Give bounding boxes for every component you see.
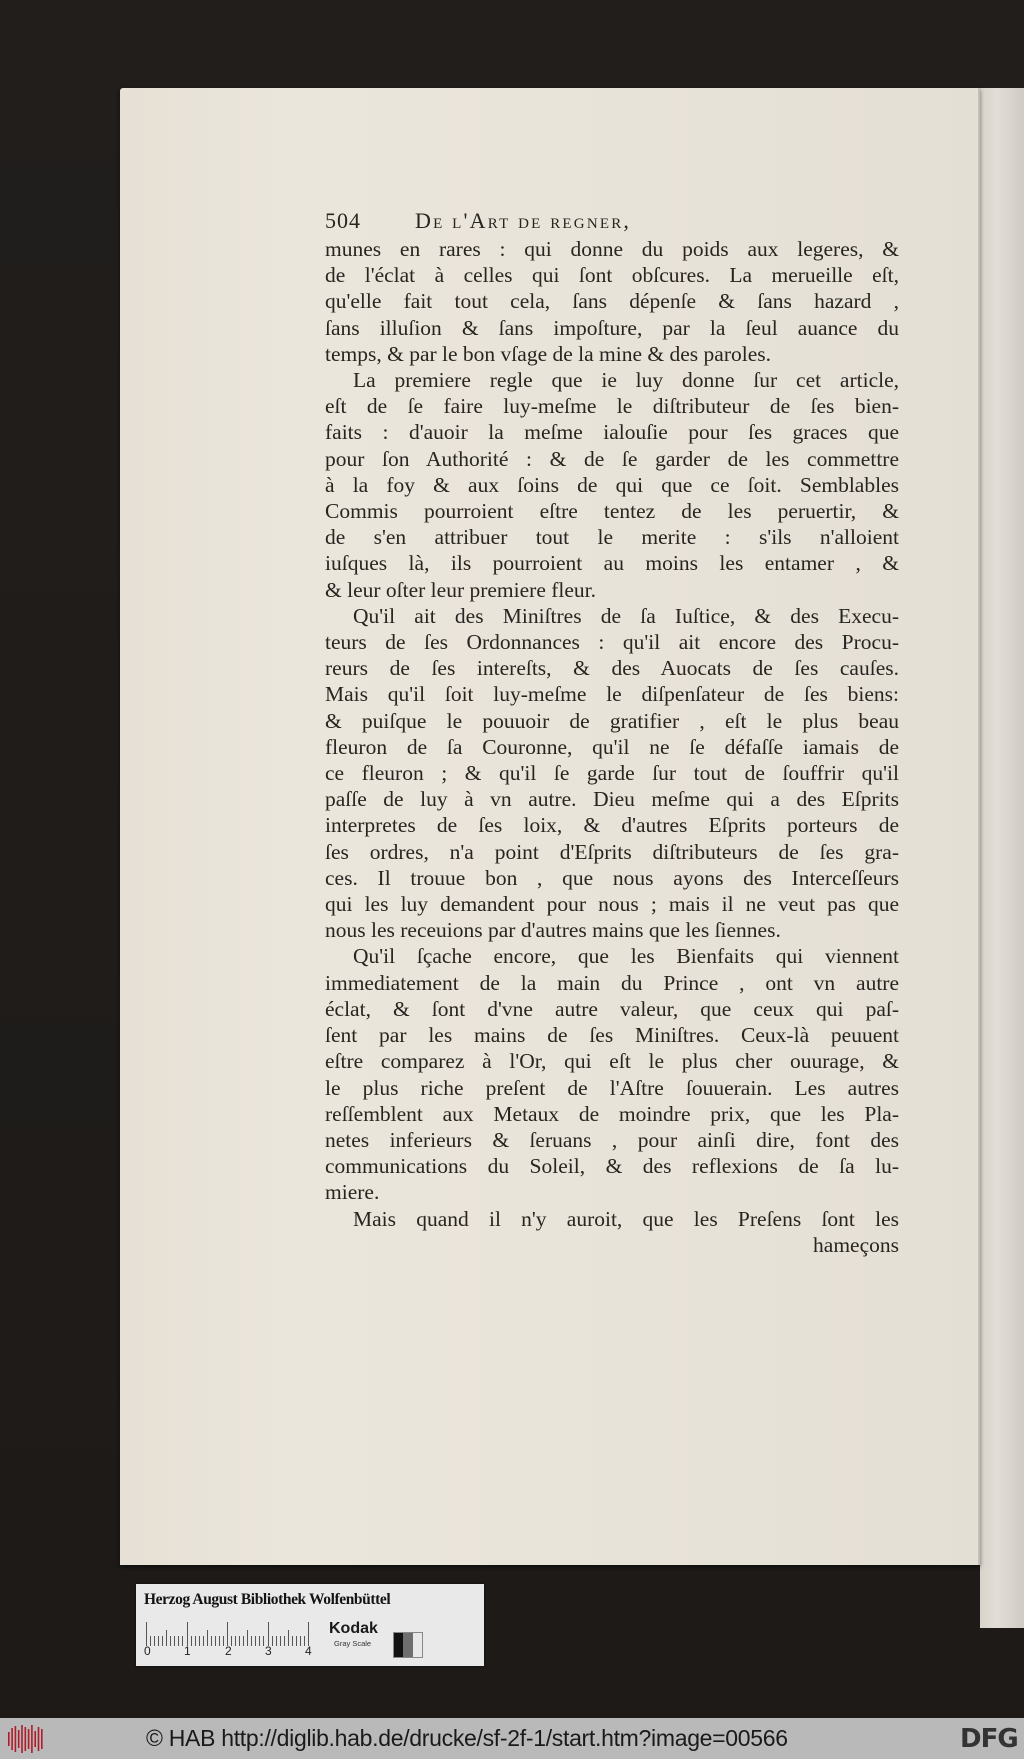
ruler-tick <box>296 1636 297 1646</box>
catchword: hameçons <box>813 1232 899 1257</box>
text-line: paſſe de luy à vn autre. Dieu meſme qui a des Eſprits <box>325 787 899 812</box>
ruler-tick <box>211 1636 212 1646</box>
kodak-subtitle: Gray Scale <box>334 1639 372 1648</box>
text-line: teurs de ſes Ordonnances : qu'il ait encore des Procu- <box>325 630 899 655</box>
ruler-number: 1 <box>184 1644 191 1658</box>
text-line: eſt de ſe faire luy-meſme le diſtributeur de ſes bien- <box>325 394 899 419</box>
ruler-tick <box>178 1636 179 1646</box>
ruler-tick <box>215 1636 216 1646</box>
text-line: qui les luy demandent pour nous ; mais il ne veut pas que <box>325 892 899 917</box>
ruler-tick <box>174 1636 175 1646</box>
running-head <box>325 208 899 236</box>
ruler-tick <box>284 1636 285 1646</box>
ruler-number: 3 <box>265 1644 272 1658</box>
text-line: qu'elle fait tout cela, ſans dépenſe & ſans hazard , <box>325 289 899 314</box>
text-line: Qu'il ait des Miniſtres de ſa Iuſtice, & des Execu- <box>353 603 899 628</box>
ruler-tick <box>276 1636 277 1646</box>
facing-page-edge <box>980 88 1024 1628</box>
text-line: communications du Soleil, & des reflexions de ſa lu- <box>325 1154 899 1179</box>
ruler-tick <box>300 1636 301 1646</box>
ruler-tick <box>199 1636 200 1646</box>
text-line: eſtre comparez à l'Or, qui eſt le plus cher ouurage, & <box>325 1049 899 1074</box>
gray-patch <box>394 1633 403 1657</box>
dfg-logo: DFG <box>960 1724 1018 1754</box>
body-text <box>325 236 899 1232</box>
ruler-tick <box>166 1630 167 1646</box>
text-line: Qu'il ſçache encore, que les Bienfaits qui viennent <box>353 944 899 969</box>
text-line: à la foy & aux ſoins de qui que ce ſoit. Semblables <box>325 472 899 497</box>
text-line: ce fleuron ; & qu'il ſe garde ſur tout de ſouffrir qu'il <box>325 761 899 786</box>
page-text-block <box>325 208 899 1258</box>
text-line: nous les receuions par d'autres mains que les ſiennes. <box>325 918 781 943</box>
ruler-tick <box>219 1636 220 1646</box>
ruler-tick <box>235 1636 236 1646</box>
page-number: 504 <box>325 208 361 233</box>
text-line: ſes ordres, n'a point d'Eſprits diſtributeurs de ſes gra- <box>325 839 899 864</box>
text-line: faits : d'auoir la meſme ialouſie pour ſes graces que <box>325 420 899 445</box>
text-line: ſent par les mains de ſes Miniſtres. Ceux-là peuuent <box>325 1023 899 1048</box>
text-line: Commis pourroient eſtre tentez de les peruertir, & <box>325 499 899 524</box>
text-line: immediatement de la main du Prince , ont vn autre <box>325 970 899 995</box>
ruler-tick <box>162 1636 163 1646</box>
ruler-tick <box>251 1636 252 1646</box>
text-line: temps, & par le bon vſage de la mine & des paroles. <box>325 341 771 366</box>
text-line: ces. Il trouue bon , que nous ayons des Interceſſeurs <box>325 865 899 890</box>
ruler-tick <box>187 1622 188 1646</box>
gutter-line <box>978 88 980 1565</box>
text-line: interpretes de ſes loix, & d'autres Eſprits porteurs de <box>325 813 899 838</box>
ruler-tick <box>146 1622 147 1646</box>
text-line: de s'en attribuer tout le merite : s'ils n'alloient <box>325 525 899 550</box>
ruler-tick <box>207 1630 208 1646</box>
text-line: netes inferieurs & ſeruans , pour ainſi dire, font des <box>325 1127 899 1152</box>
ruler-tick <box>170 1636 171 1646</box>
ruler-tick <box>268 1622 269 1646</box>
text-line: iuſques là, ils pourroient au moins les entamer , & <box>325 551 899 576</box>
text-line: pour ſon Authorité : & de ſe garder de les commettre <box>325 446 899 471</box>
ruler-tick <box>308 1622 309 1646</box>
gray-patch <box>403 1633 412 1657</box>
ruler-tick <box>154 1636 155 1646</box>
ruler-tick <box>239 1636 240 1646</box>
kodak-brand: Kodak <box>329 1620 378 1637</box>
ruler-tick <box>158 1636 159 1646</box>
ruler-number: 4 <box>305 1644 312 1658</box>
ruler-number: 0 <box>144 1644 151 1658</box>
ruler-tick <box>243 1636 244 1646</box>
institution-name: Herzog August Bibliothek Wolfenbüttel <box>144 1591 391 1608</box>
text-line: miere. <box>325 1180 380 1205</box>
text-line: éclat, & ſont d'vne autre valeur, que ceux qui paſ- <box>325 996 899 1021</box>
ruler-tick <box>227 1622 228 1646</box>
text-line: ſans illuſion & ſans impoſture, par la ſeul auance du <box>325 315 899 340</box>
text-line: reſſemblent aux Metaux de moindre prix, que les Pla- <box>325 1101 899 1126</box>
text-line: Mais quand il n'y auroit, que les Preſens ſont les <box>353 1206 899 1231</box>
ruler-number: 2 <box>225 1644 232 1658</box>
ruler-tick <box>292 1636 293 1646</box>
text-line: le plus riche preſent de l'Aſtre ſouuerain. Les autres <box>325 1075 899 1100</box>
ruler-tick <box>280 1636 281 1646</box>
footer-bar <box>0 1718 1024 1759</box>
centimeter-ruler <box>146 1622 306 1646</box>
ruler-tick <box>259 1636 260 1646</box>
gray-scale-swatch <box>393 1632 423 1658</box>
text-line: & puiſque le pouuoir de gratifier , eſt le plus beau <box>325 708 899 733</box>
ruler-tick <box>203 1636 204 1646</box>
text-line: Mais qu'il ſoit luy-meſme le diſpenſateur de ſes biens: <box>325 682 899 707</box>
text-line: reurs de ſes intereſts, & des Auocats de ſes cauſes. <box>325 656 899 681</box>
text-line: La premiere regle que ie luy donne ſur cet article, <box>353 368 899 393</box>
text-line: munes en rares : qui donne du poids aux legeres, & <box>325 237 899 261</box>
copyright-link[interactable]: © HAB http://diglib.hab.de/drucke/sf-2f-1/start.htm?image=00566 <box>146 1725 788 1751</box>
ruler-tick <box>255 1636 256 1646</box>
ruler-tick <box>288 1630 289 1646</box>
running-head-title: De l'Art de regner, <box>415 208 632 233</box>
text-line: & leur oſter leur premiere fleur. <box>325 577 597 602</box>
hab-logo-icon <box>6 1725 46 1753</box>
text-line: de l'éclat à celles qui ſont obſcures. La merueille eſt, <box>325 263 899 288</box>
ruler-tick <box>195 1636 196 1646</box>
gray-patch <box>413 1633 422 1657</box>
library-scale-label <box>136 1584 484 1666</box>
ruler-tick <box>223 1636 224 1646</box>
ruler-tick <box>247 1630 248 1646</box>
text-line: fleuron de ſa Couronne, qu'il ne ſe défaſſe iamais de <box>325 734 899 759</box>
